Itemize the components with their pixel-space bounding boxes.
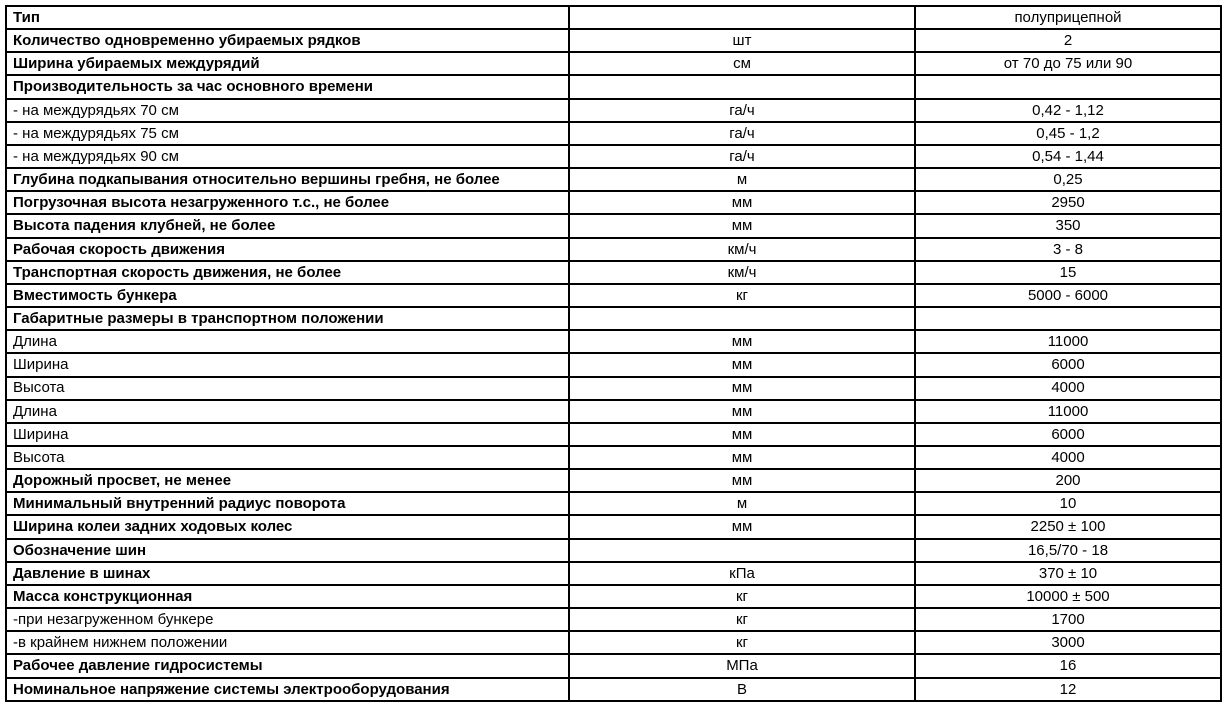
table-row (6, 353, 1221, 376)
row-value: 16,5/70 - 18 (915, 539, 1221, 562)
row-unit: га/ч (569, 145, 915, 168)
table-row (6, 423, 1221, 446)
row-unit (569, 75, 915, 98)
row-value: 370 ± 10 (915, 562, 1221, 585)
table-row (6, 631, 1221, 654)
row-parameter: -в крайнем нижнем положении (6, 631, 569, 654)
row-unit: мм (569, 469, 915, 492)
row-value: полуприцепной (915, 6, 1221, 29)
table-row (6, 585, 1221, 608)
row-parameter: Транспортная скорость движения, не более (6, 261, 569, 284)
row-value: 6000 (915, 353, 1221, 376)
table-row (6, 446, 1221, 469)
table-row (6, 678, 1221, 701)
row-parameter: - на междурядьях 75 см (6, 122, 569, 145)
row-value: 12 (915, 678, 1221, 701)
row-unit: кг (569, 585, 915, 608)
row-parameter: Рабочее давление гидросистемы (6, 654, 569, 677)
row-unit (569, 539, 915, 562)
table-row (6, 214, 1221, 237)
row-unit (569, 6, 915, 29)
row-parameter: Масса конструкционная (6, 585, 569, 608)
row-parameter: Тип (6, 6, 569, 29)
row-unit: кг (569, 284, 915, 307)
row-parameter: Ширина колеи задних ходовых колес (6, 515, 569, 538)
row-value: 1700 (915, 608, 1221, 631)
row-parameter: Номинальное напряжение системы электрооборудования (6, 678, 569, 701)
row-value: 15 (915, 261, 1221, 284)
row-value: 350 (915, 214, 1221, 237)
table-row (6, 515, 1221, 538)
row-value: 2 (915, 29, 1221, 52)
row-parameter: Производительность за час основного времени (6, 75, 569, 98)
table-row (6, 122, 1221, 145)
row-value: 0,42 - 1,12 (915, 99, 1221, 122)
table-row (6, 307, 1221, 330)
row-value: 10000 ± 500 (915, 585, 1221, 608)
table-row (6, 52, 1221, 75)
row-unit: мм (569, 377, 915, 400)
row-unit: МПа (569, 654, 915, 677)
row-value (915, 75, 1221, 98)
row-parameter: Габаритные размеры в транспортном положении (6, 307, 569, 330)
row-parameter: -при незагруженном бункере (6, 608, 569, 631)
row-unit: мм (569, 353, 915, 376)
table-row (6, 99, 1221, 122)
row-parameter: Погрузочная высота незагруженного т.с., не более (6, 191, 569, 214)
row-value: 200 (915, 469, 1221, 492)
row-value: 11000 (915, 330, 1221, 353)
row-value: 0,45 - 1,2 (915, 122, 1221, 145)
table-row (6, 400, 1221, 423)
row-unit: мм (569, 423, 915, 446)
row-unit: га/ч (569, 99, 915, 122)
table-row (6, 539, 1221, 562)
row-value: от 70 до 75 или 90 (915, 52, 1221, 75)
row-parameter: - на междурядьях 70 см (6, 99, 569, 122)
row-unit: мм (569, 191, 915, 214)
row-unit: мм (569, 214, 915, 237)
row-parameter: Минимальный внутренний радиус поворота (6, 492, 569, 515)
row-parameter: Ширина (6, 353, 569, 376)
row-unit: м (569, 492, 915, 515)
row-value: 11000 (915, 400, 1221, 423)
row-parameter: - на междурядьях 90 см (6, 145, 569, 168)
row-unit: мм (569, 515, 915, 538)
table-row (6, 261, 1221, 284)
row-value: 3 - 8 (915, 238, 1221, 261)
row-value: 4000 (915, 446, 1221, 469)
table-row (6, 29, 1221, 52)
row-unit: В (569, 678, 915, 701)
table-row (6, 469, 1221, 492)
row-unit: га/ч (569, 122, 915, 145)
row-value: 0,25 (915, 168, 1221, 191)
table-row (6, 654, 1221, 677)
table-row (6, 608, 1221, 631)
row-parameter: Длина (6, 330, 569, 353)
row-value: 6000 (915, 423, 1221, 446)
row-unit: м (569, 168, 915, 191)
table-row (6, 145, 1221, 168)
table-row (6, 168, 1221, 191)
row-value: 10 (915, 492, 1221, 515)
table-row (6, 377, 1221, 400)
spec-table (5, 5, 1222, 702)
row-unit: мм (569, 330, 915, 353)
row-unit: см (569, 52, 915, 75)
table-row (6, 75, 1221, 98)
row-value: 2250 ± 100 (915, 515, 1221, 538)
row-parameter: Количество одновременно убираемых рядков (6, 29, 569, 52)
table-row (6, 492, 1221, 515)
table-row (6, 238, 1221, 261)
row-unit: кг (569, 631, 915, 654)
row-parameter: Давление в шинах (6, 562, 569, 585)
row-unit: мм (569, 400, 915, 423)
row-parameter: Вместимость бункера (6, 284, 569, 307)
row-parameter: Дорожный просвет, не менее (6, 469, 569, 492)
row-parameter: Ширина убираемых междурядий (6, 52, 569, 75)
table-row (6, 330, 1221, 353)
row-parameter: Ширина (6, 423, 569, 446)
table-row (6, 562, 1221, 585)
row-unit (569, 307, 915, 330)
row-parameter: Рабочая скорость движения (6, 238, 569, 261)
row-parameter: Высота падения клубней, не более (6, 214, 569, 237)
row-parameter: Длина (6, 400, 569, 423)
table-row (6, 284, 1221, 307)
row-parameter: Обозначение шин (6, 539, 569, 562)
row-unit: шт (569, 29, 915, 52)
row-value (915, 307, 1221, 330)
row-value: 0,54 - 1,44 (915, 145, 1221, 168)
row-value: 4000 (915, 377, 1221, 400)
row-unit: км/ч (569, 238, 915, 261)
row-value: 3000 (915, 631, 1221, 654)
row-unit: кг (569, 608, 915, 631)
row-value: 16 (915, 654, 1221, 677)
row-value: 5000 - 6000 (915, 284, 1221, 307)
table-row (6, 191, 1221, 214)
row-unit: км/ч (569, 261, 915, 284)
row-unit: кПа (569, 562, 915, 585)
table-row (6, 6, 1221, 29)
row-unit: мм (569, 446, 915, 469)
row-parameter: Высота (6, 446, 569, 469)
row-parameter: Глубина подкапывания относительно вершины гребня, не более (6, 168, 569, 191)
row-parameter: Высота (6, 377, 569, 400)
row-value: 2950 (915, 191, 1221, 214)
